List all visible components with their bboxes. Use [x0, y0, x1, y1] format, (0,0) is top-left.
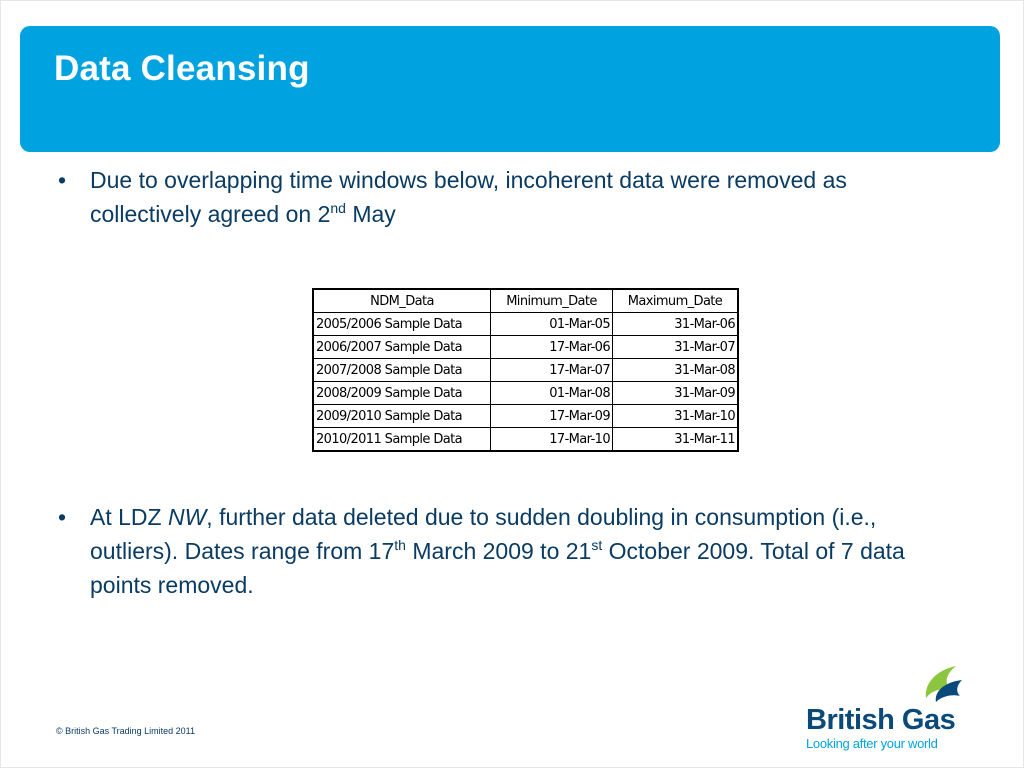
ndm-date-table	[312, 288, 739, 452]
ordinal-suffix: th	[394, 537, 406, 553]
logo-wordmark: British Gas	[806, 704, 956, 736]
region-code-italic: NW	[167, 504, 207, 530]
cell-maximum-date: 31-Mar-11	[613, 428, 739, 452]
table-header-row	[313, 289, 738, 313]
cell-maximum-date: 31-Mar-08	[613, 359, 739, 382]
bullet-text-part: March 2009 to 21	[405, 538, 592, 564]
copyright-notice: © British Gas Trading Limited 2011	[56, 726, 196, 736]
bullet-text-part: , further data deleted due to sudden doubling in consumption (i.e., outliers). Dates range from 17	[90, 504, 877, 564]
table-row	[313, 382, 738, 405]
cell-ndm-data: 2010/2011 Sample Data	[313, 428, 491, 452]
table-row	[313, 359, 738, 382]
cell-maximum-date: 31-Mar-06	[613, 313, 739, 336]
cell-ndm-data: 2005/2006 Sample Data	[313, 313, 491, 336]
cell-maximum-date: 31-Mar-09	[613, 382, 739, 405]
column-header-maximum-date: Maximum_Date	[613, 289, 739, 313]
table-row	[313, 336, 738, 359]
cell-ndm-data: 2009/2010 Sample Data	[313, 405, 491, 428]
bullet-text-part: May	[345, 201, 396, 227]
bullet-text-part: At LDZ	[90, 504, 168, 530]
bullet-text-part: October 2009. Total of 7 data points removed.	[90, 538, 905, 598]
title-banner	[20, 26, 1000, 152]
bullet-marker: •	[58, 504, 67, 530]
cell-maximum-date: 31-Mar-07	[613, 336, 739, 359]
bullet-text	[90, 163, 960, 231]
table-row	[313, 313, 738, 336]
cell-ndm-data: 2007/2008 Sample Data	[313, 359, 491, 382]
cell-minimum-date: 01-Mar-08	[491, 382, 613, 405]
ordinal-suffix: nd	[330, 200, 346, 216]
cell-minimum-date: 01-Mar-05	[491, 313, 613, 336]
flame-logo-icon	[920, 664, 966, 704]
cell-minimum-date: 17-Mar-10	[491, 428, 613, 452]
cell-ndm-data: 2008/2009 Sample Data	[313, 382, 491, 405]
ndm-date-table-container	[312, 288, 739, 452]
ordinal-suffix: st	[591, 537, 603, 553]
table-row	[313, 405, 738, 428]
table-row	[313, 428, 738, 452]
cell-minimum-date: 17-Mar-09	[491, 405, 613, 428]
column-header-minimum-date: Minimum_Date	[491, 289, 613, 313]
cell-maximum-date: 31-Mar-10	[613, 405, 739, 428]
logo-tagline: Looking after your world	[806, 736, 938, 751]
bullet-marker: •	[58, 167, 67, 193]
bullet-text-part: Due to overlapping time windows below, incoherent data were removed as collectively agreed on 2	[90, 167, 847, 227]
slide-title: Data Cleansing	[54, 49, 310, 88]
cell-minimum-date: 17-Mar-07	[491, 359, 613, 382]
cell-ndm-data: 2006/2007 Sample Data	[313, 336, 491, 359]
british-gas-logo	[806, 664, 966, 756]
cell-minimum-date: 17-Mar-06	[491, 336, 613, 359]
bullet-text	[90, 500, 960, 602]
column-header-ndm-data: NDM_Data	[313, 289, 491, 313]
